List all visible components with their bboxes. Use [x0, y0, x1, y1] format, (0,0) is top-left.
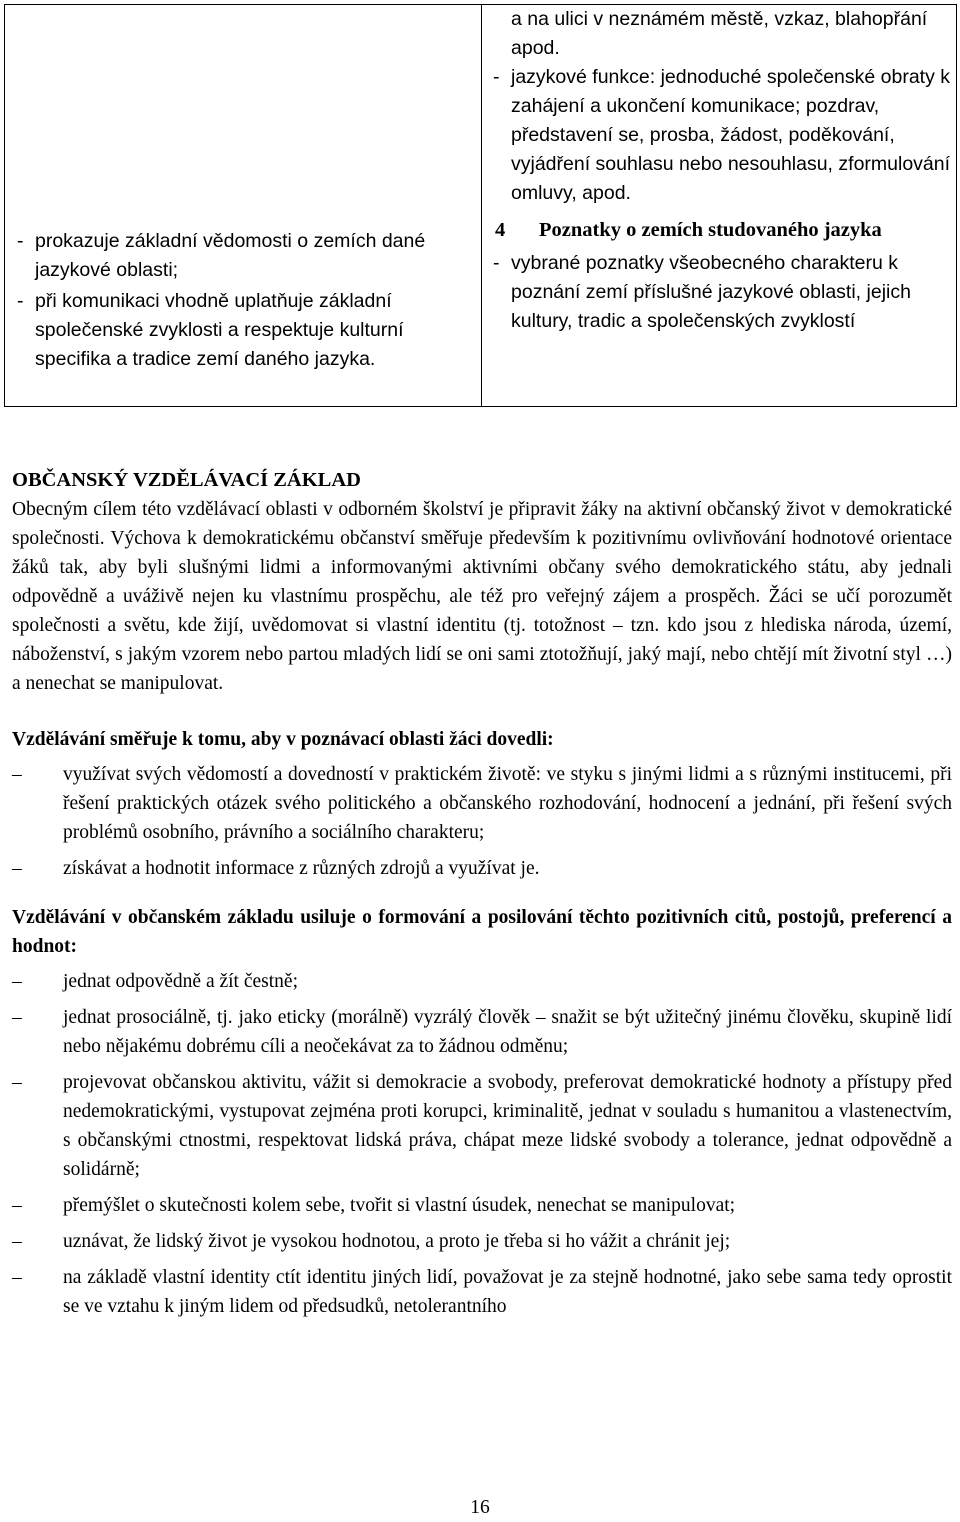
- list-item: [12, 760, 952, 847]
- section-title: Poznatky o zemích studovaného jazyka: [539, 219, 882, 241]
- expected-outcomes-cell: [17, 227, 475, 374]
- list-item-text: uznávat, že lidský život je vysokou hodnotou, a proto je třeba si ho vážit a chránit jej;: [63, 1231, 731, 1252]
- list-item-text: projevovat občanskou aktivitu, vážit si demokracie a svobody, preferovat demokratické hodnoty a přístupy před nedemokratickými, vystupovat zejména proti korupci, kriminalitě, jednat v souladu s humanitou a vlastenectvím, s občanskými ctnostmi, respektovat lidská práva, chápat meze lidské svobody a tolerance, jednat odpovědně a solidárně;: [63, 1072, 952, 1180]
- list-item: [12, 1191, 952, 1220]
- dash-marker: –: [12, 1072, 22, 1093]
- content-item: [493, 249, 956, 336]
- continued-text: a na ulici v neznámém městě, vzkaz, blahopřání apod.: [511, 8, 928, 59]
- dash-marker: –: [12, 971, 22, 992]
- list-item: [12, 1227, 952, 1256]
- section-title: OBČANSKÝ VZDĚLÁVACÍ ZÁKLAD: [12, 469, 361, 491]
- list-item-text: jednat odpovědně a žít čestně;: [63, 971, 298, 992]
- list-item-text: jednat prosociálně, tj. jako eticky (morálně) vyzrálý člověk – snažit se být užitečný jinému člověku, skupině lidí nebo nějakému dobrému cíli a neočekávat za to žádnou odměnu;: [63, 1007, 952, 1057]
- goals-heading: Vzdělávání směřuje k tomu, aby v poznávací oblasti žáci dovedli:: [12, 729, 554, 750]
- page-number: 16: [470, 1497, 490, 1518]
- goals-list: [12, 760, 952, 883]
- content-item: [493, 63, 956, 208]
- list-item: [12, 1263, 952, 1321]
- outcome-text: při komunikaci vhodně uplatňuje základní společenské zvyklosti a respektuje kulturní specifika a tradice zemí daného jazyka.: [35, 290, 404, 370]
- curriculum-content-cell: [493, 5, 956, 336]
- dash-marker: –: [12, 764, 22, 785]
- outcome-item: [17, 287, 475, 374]
- intro-paragraph: Obecným cílem této vzdělávací oblasti v odborném školství je připravit žáky na aktivní občanský život v demokratické společnosti. Výchova k demokratickému občanství směřuje především k pozitivnímu ovlivňování hodnotové orientace žáků tak, aby byli slušnými lidmi a informovanými aktivními občany svého demokratického státu, aby jednali odpovědně a uváživě nejen ku vlastnímu prospěchu, ale též pro veřejný zájem a prospěch. Žáci se učí porozumět společnosti a světu, kde žijí, uvědomovat si vlastní identitu (tj. totožnost – tzn. kdo jsou z hlediska národa, území, náboženství, s jakým vzorem nebo partou mladých lidí se oni sami ztotožňují, jaký mají, nebo chtějí mít životní styl …) a nenechat se manipulovat.: [12, 499, 952, 694]
- outcome-text: prokazuje základní vědomosti o zemích dané jazykové oblasti;: [35, 230, 426, 281]
- values-list: [12, 967, 952, 1321]
- list-item: [12, 1003, 952, 1061]
- document-body: [12, 466, 952, 1328]
- list-item: [12, 854, 952, 883]
- content-text: vybrané poznatky všeobecného charakteru k poznání zemí příslušné jazykové oblasti, jejich kultury, tradic a společenských zvyklostí: [511, 252, 911, 332]
- dash-marker: –: [12, 1231, 22, 1252]
- list-item-text: na základě vlastní identity ctít identitu jiných lidí, považovat je za stejně hodnotné, jako sebe sama tedy oprostit se ve vztahu k jiným lidem od předsudků, netolerantního: [63, 1267, 952, 1317]
- list-item-text: získávat a hodnotit informace z různých zdrojů a využívat je.: [63, 858, 540, 879]
- dash-marker: -: [493, 252, 500, 274]
- dash-marker: -: [493, 66, 500, 88]
- list-item: [12, 967, 952, 996]
- dash-marker: –: [12, 1267, 22, 1288]
- list-item-text: přemýšlet o skutečnosti kolem sebe, tvořit si vlastní úsudek, nenechat se manipulovat;: [63, 1195, 736, 1216]
- list-item-text: využívat svých vědomostí a dovedností v praktickém životě: ve styku s jinými lidmi a s různými institucemi, při řešení praktických otázek svého politického a občanského rozhodování, hodnocení a jednání, při řešení svých problémů osobního, právního a sociálního charakteru;: [63, 764, 952, 843]
- section-heading: [495, 216, 956, 245]
- values-heading: Vzdělávání v občanském základu usiluje o formování a posilování těchto pozitivních citů, postojů, preferencí a hodnot:: [12, 907, 952, 957]
- content-text: jazykové funkce: jednoduché společenské obraty k zahájení a ukončení komunikace; pozdrav, představení se, prosba, žádost, poděkování, vyjádření souhlasu nebo nesouhlasu, zformulování omluvy, apod.: [511, 66, 951, 204]
- dash-marker: –: [12, 1007, 22, 1028]
- section-number: 4: [495, 219, 506, 241]
- dash-marker: –: [12, 1195, 22, 1216]
- dash-marker: –: [12, 858, 22, 879]
- table-column-divider: [481, 5, 482, 406]
- curriculum-table: [4, 4, 957, 407]
- list-item: [12, 1068, 952, 1184]
- outcome-item: [17, 227, 475, 285]
- dash-marker: -: [17, 230, 24, 252]
- dash-marker: -: [17, 290, 24, 312]
